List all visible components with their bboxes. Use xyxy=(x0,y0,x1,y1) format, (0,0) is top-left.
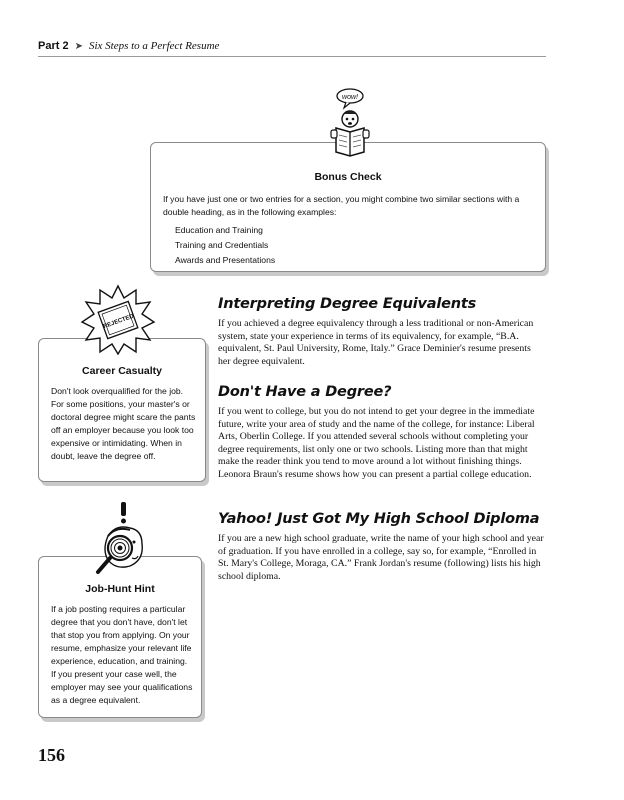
section-degree-equivalents xyxy=(218,296,544,368)
bonus-example-item: Training and Credentials xyxy=(175,240,269,250)
section-heading: Don't Have a Degree? xyxy=(218,384,392,400)
section-paragraph: If you achieved a degree equivalency through a less traditional or non-American system, state your experience in terms of its equivalency, for example, “B.A. equivalent, St. Paul University, Rome, Italy.” Grace Deminier's resume presents her degree equivalent. xyxy=(218,318,534,367)
bonus-check-examples xyxy=(175,223,545,268)
job-hunt-hint-body: If a job posting requires a particular degree that you don't have, don't let that stop you from applying. On your resume, emphasize your relevant life experience, education, and training. If you present your case well, the employer may see your qualifications as a degree equivalent. xyxy=(51,604,193,705)
bubble-text: wow! xyxy=(342,94,358,101)
section-heading: Interpreting Degree Equivalents xyxy=(218,296,477,312)
career-casualty-title: Career Casualty xyxy=(82,365,162,377)
running-header xyxy=(38,40,219,52)
header-chapter-title: Six Steps to a Perfect Resume xyxy=(88,40,220,52)
section-heading: Yahoo! Just Got My High School Diploma xyxy=(218,511,540,527)
bonus-example-item: Education and Training xyxy=(175,225,263,235)
bonus-example-item: Awards and Presentations xyxy=(175,255,276,265)
header-part-label: Part 2 xyxy=(38,40,69,52)
section-no-degree xyxy=(218,384,544,481)
job-hunt-hint-box xyxy=(38,556,202,718)
stamp-text: REJECTED xyxy=(102,313,135,331)
job-hunt-hint-title: Job-Hunt Hint xyxy=(85,583,155,595)
career-casualty-body: Don't look overqualified for the job. For some positions, your master's or doctoral degree might scare the pants off an employer because you look too expensive or intimidating. When in doubt, leave the degree off. xyxy=(51,386,196,461)
header-divider xyxy=(38,56,546,57)
career-casualty-box xyxy=(38,338,206,482)
rejected-stamp-icon xyxy=(80,284,156,356)
section-paragraph: If you went to college, but you do not intend to get your degree in the immediate future, write your area of study and the name of the college, for instance: Liberal Arts, Oberlin College. If you attended several schools without completing your degree requirements, list only one or two schools. Listing more than that might make the reader think you tend to move around a lot without finishing things. Leonora Braun's resume shows how you can present a partial college education. xyxy=(218,406,535,480)
bonus-check-box xyxy=(150,142,546,272)
header-arrow-icon: ➤ xyxy=(74,40,83,52)
page-number: 156 xyxy=(38,745,65,765)
bonus-check-title: Bonus Check xyxy=(314,171,382,183)
bonus-check-body: If you have just one or two entries for a section, you might combine two similar sections with a double heading, as in the following examples: xyxy=(163,194,520,217)
reading-person-icon xyxy=(320,86,380,158)
section-paragraph: If you are a new high school graduate, write the name of your high school and year of graduation. If you have enrolled in a college, say so, for example, “Enrolled in St. Mary's College, Moraga, CA.” Frank Jordan's resume (following) lists his high school diploma. xyxy=(218,533,544,582)
section-high-school-diploma xyxy=(218,511,544,583)
magnifying-glass-person-icon xyxy=(86,500,162,578)
